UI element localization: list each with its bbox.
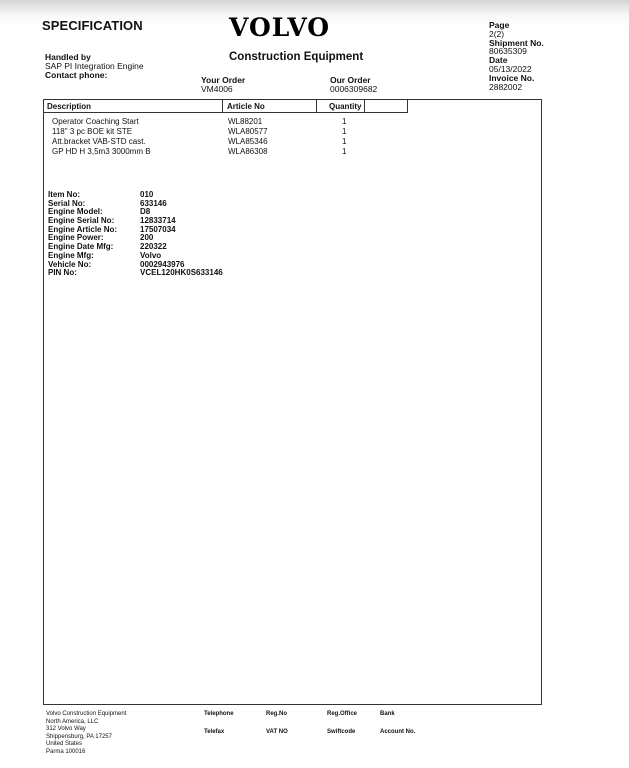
document-title: SPECIFICATION (42, 18, 143, 33)
detail-value: VCEL120HK0S633146 (140, 268, 223, 278)
our-order-block (330, 76, 377, 94)
row-description: 118" 3 pc BOE kit STE (52, 127, 133, 136)
date-value: 05/13/2022 (489, 63, 532, 74)
row-description: GP HD H 3,5m3 3000mm B (52, 147, 151, 156)
address-line: Volvo Construction Equipment (46, 711, 127, 717)
detail-value: Volvo (140, 250, 162, 260)
handled-by-label: Handled by (45, 52, 91, 62)
column-header-quantity: Quantity (329, 102, 362, 111)
footer-telephone-label: Telephone (204, 711, 234, 717)
detail-label: Engine Mfg: (48, 250, 94, 260)
row-article: WLA80577 (228, 127, 268, 136)
row-quantity: 1 (342, 127, 347, 136)
footer-reg-office-label: Reg.Office (327, 711, 358, 717)
column-divider-4 (407, 99, 408, 113)
detail-label: Engine Serial No: (48, 216, 115, 226)
footer-reg-no-label: Reg.No (266, 711, 287, 717)
detail-label: Engine Power: (48, 233, 104, 243)
document-meta (489, 21, 544, 91)
footer-telefax-label: Telefax (204, 729, 225, 735)
shipment-label: Shipment No. (489, 37, 544, 48)
address-line: United States (46, 741, 83, 748)
handled-by-value: SAP PI Integration Engine (45, 61, 144, 71)
detail-value: 0002943976 (140, 259, 185, 269)
detail-label: Engine Article No: (48, 224, 118, 234)
page-label: Page (489, 20, 510, 30)
detail-label: Engine Model: (48, 207, 103, 217)
footer-swiftcode-label: Swiftcode (327, 729, 356, 735)
column-divider-2 (316, 99, 317, 113)
footer-bank-label: Bank (380, 711, 395, 717)
our-order-label: Our Order (330, 75, 371, 85)
row-description: Operator Coaching Start (52, 117, 139, 126)
address-line: Shippensburg, PA 17257 (46, 733, 112, 740)
row-description: Att.bracket VAB-STD cast. (52, 137, 146, 146)
volvo-logo: VOLVO (229, 13, 331, 42)
column-divider-3 (364, 99, 365, 113)
detail-value: 220322 (140, 242, 167, 252)
column-header-article: Article No (227, 102, 265, 111)
invoice-label: Invoice No. (489, 72, 535, 83)
your-order-block (201, 76, 245, 94)
address-line: Parma 100016 (46, 748, 86, 755)
detail-value: 010 (140, 190, 154, 199)
invoice-value: 2882002 (489, 81, 523, 92)
detail-value: D8 (140, 207, 151, 217)
our-order-value: 0006309682 (330, 84, 378, 94)
address-line: 312 Volvo Way (46, 726, 86, 733)
detail-value: 17507034 (140, 224, 176, 234)
company-address (46, 711, 126, 757)
detail-label: Serial No: (48, 198, 86, 208)
column-divider-1 (222, 99, 223, 113)
row-quantity: 1 (342, 147, 347, 156)
address-line: North America, LLC (46, 718, 99, 725)
row-quantity: 1 (342, 137, 347, 146)
detail-label: PIN No: (48, 268, 77, 278)
detail-value: 633146 (140, 198, 167, 208)
your-order-label: Your Order (201, 75, 246, 85)
machine-details (48, 191, 268, 278)
row-quantity: 1 (342, 117, 347, 126)
page-value: 2(2) (489, 28, 505, 39)
detail-value: 12833714 (140, 216, 176, 226)
footer-vat-no-label: VAT NO (266, 729, 288, 735)
detail-value: 200 (140, 233, 154, 243)
table-header-divider (43, 112, 408, 113)
your-order-value: VM4006 (201, 84, 233, 94)
date-label: Date (489, 55, 508, 66)
detail-label: Item No: (48, 190, 80, 199)
detail-row (48, 269, 268, 278)
shipment-value: 80635309 (489, 46, 527, 57)
row-article: WLA86308 (228, 147, 268, 156)
division-subtitle: Construction Equipment (229, 51, 364, 63)
detail-label: Engine Date Mfg: (48, 242, 114, 252)
detail-label: Vehicle No: (48, 259, 92, 269)
footer-account-no-label: Account No. (380, 729, 416, 735)
row-article: WLA85346 (228, 137, 268, 146)
specification-frame (43, 99, 542, 705)
handled-by-block (45, 53, 144, 80)
row-article: WL88201 (228, 117, 263, 126)
contact-phone-label: Contact phone: (45, 70, 108, 80)
column-header-description: Description (47, 102, 92, 111)
